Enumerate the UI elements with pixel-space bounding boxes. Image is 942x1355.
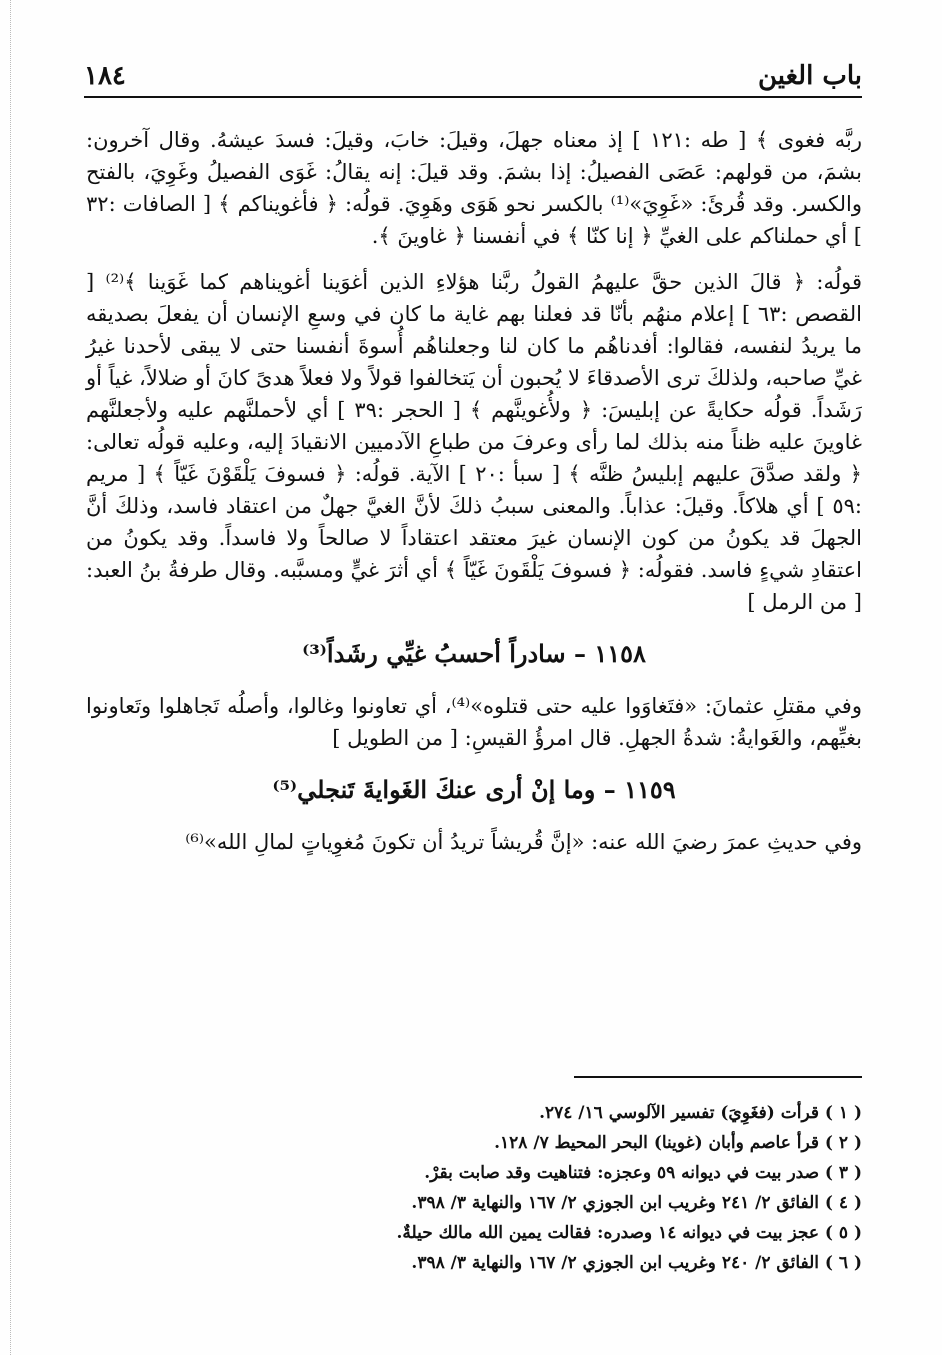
poetry-verse-1158: ١١٥٨ – سادراً أحسبُ غيِّي رشَداً⁽³⁾ bbox=[302, 639, 646, 668]
poetry-verse-1159: ١١٥٩ – وما إنْ أرى عنكَ الغَوايةَ تَنجلي⁽⁵⁾ bbox=[272, 775, 676, 804]
main-text bbox=[86, 124, 862, 858]
chapter-title: باب الغين bbox=[757, 61, 862, 91]
paragraph-3: وفي مقتلِ عثمانَ: «فتَغاوَوا عليه حتى قتلوه»⁽⁴⁾، أي تعاونوا وغالوا، وأصلُه تَجاهلوا وتَعاونوا بغيِّهم، والغَوايةُ: شدةُ الجهلِ. قال امرؤُ القيسِ: [ من الطويل ] bbox=[86, 694, 862, 750]
footnote-3: ( ٣ ) صدر بيت في ديوانه ٥٩ وعجزه: فتناهيت وقد صابت بقرْ. bbox=[424, 1163, 862, 1183]
footnote-5: ( ٥ ) عجز بيت في ديوانه ١٤ وصدره: فقالت يمين الله مالك حيلةٌ. bbox=[396, 1223, 862, 1243]
footnotes bbox=[86, 1098, 862, 1278]
footnote-2: ( ٢ ) قرأ عاصم وأبان (غوينا) البحر المحيط ٧/ ١٢٨. bbox=[494, 1133, 862, 1153]
paragraph-4: وفي حديثِ عمرَ رضيَ الله عنه: «إنَّ قُريشاً تريدُ أن تكونَ مُغوِياتٍ لمالِ الله»⁽⁶⁾ bbox=[185, 830, 862, 854]
paragraph-1: ربَّه فغوى ﴾ [ طه :١٢١ ] إذ معناه جهلَ، وقيلَ: خابَ، وقيلَ: فسدَ عيشهُ. وقال آخرون: بشمَ، من قولهم: عَصَى الفصيلُ: إذا بشمَ. وقد قيلَ: إنه يقالُ: غَوَى الفصيلُ وغَوِيَ، بالفتح والكسر. وقد قُرئَ: «غَوِيَ»⁽¹⁾ بالكسر نحو هَوَى وهَوِيَ. قولُه: ﴿ فأغويناكم ﴾ [ الصافات :٣٢ ] أي حملناكم على الغيِّ ﴿ إنا كنّا ﴾ في أنفسنا ﴿ غاوينَ ﴾. bbox=[86, 128, 862, 248]
footnote-1: ( ١ ) قرأت (فغَوِيَ) تفسير الآلوسي ١٦/ ٢٧٤. bbox=[539, 1103, 862, 1123]
header-divider bbox=[84, 96, 862, 98]
page-header bbox=[84, 58, 862, 94]
footnote-divider bbox=[574, 1076, 862, 1078]
page-edge-line bbox=[10, 0, 11, 1355]
footnote-4: ( ٤ ) الفائق ٢/ ٢٤١ وغريب ابن الجوزي ٢/ ١٦٧ والنهاية ٣/ ٣٩٨. bbox=[411, 1193, 862, 1213]
page-number: ١٨٤ bbox=[84, 61, 126, 91]
paragraph-2: قولُه: ﴿ قالَ الذين حقَّ عليهمُ القولُ ربَّنا هؤلاءِ الذين أغوَينا أغويناهم كما غَوَينا ﴾⁽²⁾ [ القصص :٦٣ ] إعلام منهُم بأنّا قد فعلنا بهم غاية ما كان في وسعِ الإنسان أن يفعلَ بصديقه ما يريدُ لنفسه، فقالوا: أفدناهُم ما كان لنا وجعلناهُم أُسوةَ أنفسنا حتى لا يبقى لأحدنا غيرُ غيِّ صاحبه، ولذلكَ ترى الأصدقاءَ لا يُحبون أن يَتخالفوا قولاً ولا فعلاً هدىً كانَ أو ضلالاً، غياً أو رَشَداً. قولُه حكايةً عن إبليسَ: ﴿ ولأُغوينَّهم ﴾ [ الحجر :٣٩ ] أي لأحملنَّهم عليه ولأجعلنَّهم غاوينَ عليه ظناً منه بذلك لما رأى وعرفَ من طباعِ الآدميين الانقيادَ إليه، وعليه قولُه تعالى: ﴿ ولقد صدَّقَ عليهم إبليسُ ظنَّه ﴾ [ سبأ :٢٠ ] الآية. قولُه: ﴿ فسوفَ يَلْقَوْنَ غَيّاً ﴾ [ مريم :٥٩ ] أي هلاكاً. وقيلَ: عذاباً. والمعنى سببُ ذلكَ لأنَّ الغيَّ جهلٌ من اعتقاد فاسد، وذلكَ أنَّ الجهلَ قد يكونُ من كون الإنسان غيرَ معتقد اعتقاداً لا صالحاً ولا فاسداً. وقد يكونُ من اعتقادِ شيءٍ فاسد. فقولُه: ﴿ فسوفَ يَلْقَونَ غَيّاً ﴾ أي أثرَ غيٍّ ومسبَّبه. وقال طرفةُ بنُ العبد: [ من الرمل ] bbox=[86, 270, 863, 614]
footnote-6: ( ٦ ) الفائق ٢/ ٢٤٠ وغريب ابن الجوزي ٢/ ١٦٧ والنهاية ٣/ ٣٩٨. bbox=[411, 1253, 862, 1273]
